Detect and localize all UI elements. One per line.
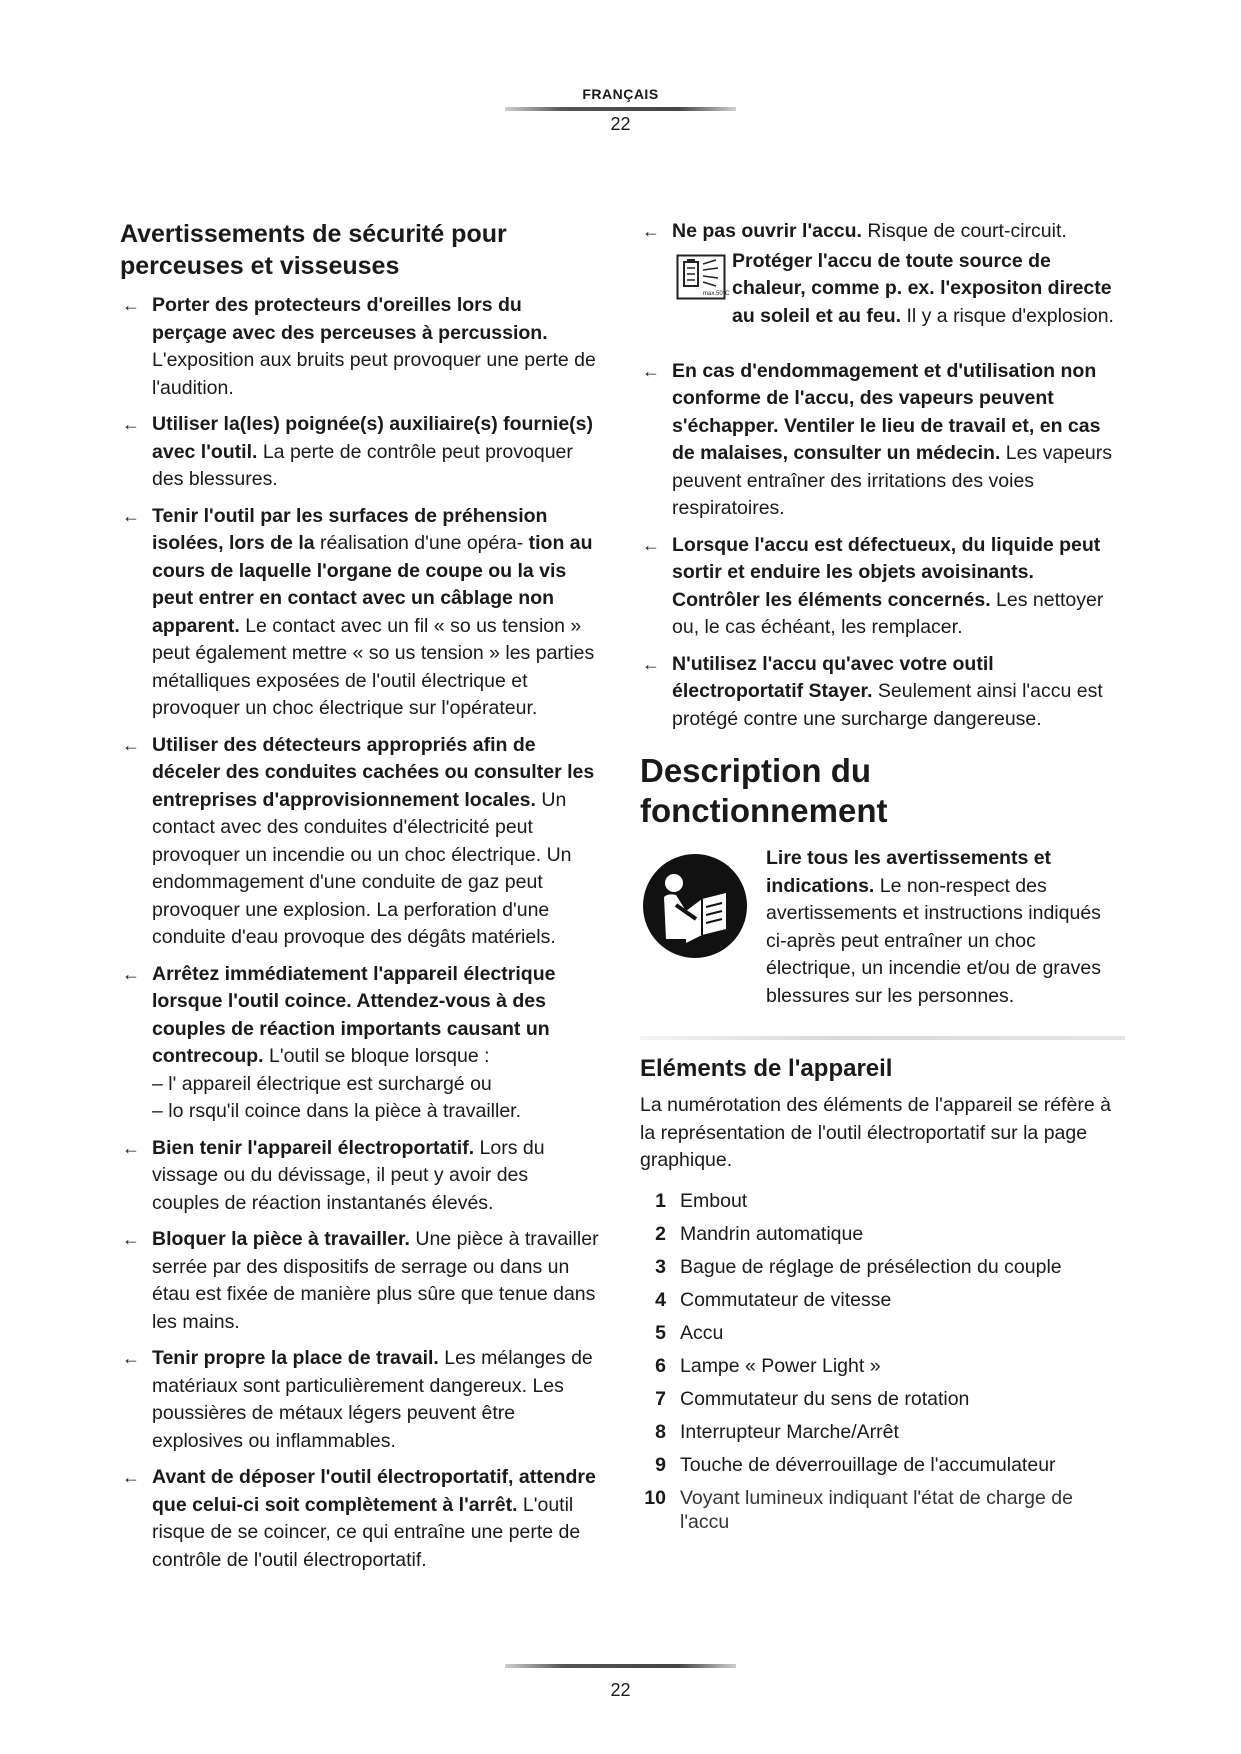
- section-heading-safety: Avertissements de sécurité pour perceuses et visseuses: [120, 220, 507, 280]
- safety-item-stop-when-jammed: ← Arrêtez immédiatement l'appareil électrique lorsque l'outil coince. Attendez-vous à des couples de réaction importants causant un contrecoup. L'outil se bloque lorsque : – l' appareil électrique est surchargé ou – lo rsqu'il coince dans la pièce à travailler.: [122, 962, 556, 1122]
- elements-title: Eléments de l'appareil: [640, 1055, 893, 1082]
- arrow-bullet-icon: ←: [642, 534, 660, 555]
- battery-item-liquid: ← Lorsque l'accu est défectueux, du liquide peut sortir et enduire les objets avoisinants. Contrôler les éléments concernés. Les nettoyer ou, le cas échéant, les remplacer.: [642, 533, 1104, 638]
- battery-item-do-not-open: ← Ne pas ouvrir l'accu. Risque de court-circuit.: [640, 218, 1125, 246]
- arrow-bullet-icon: ←: [122, 505, 140, 526]
- list-item: 7 Commutateur du sens de rotation: [655, 1387, 970, 1410]
- header-page-number: 22: [610, 114, 631, 134]
- battery-heat-icon: [676, 254, 730, 300]
- list-item: 2 Mandrin automatique: [655, 1222, 864, 1245]
- safety-item-ear-protection: ← Porter des protecteurs d'oreilles lors du perçage avec des perceuses à percussion. L'exposition aux bruits peut provoquer une perte de l'audition.: [122, 294, 596, 399]
- list-item: 4 Commutateur de vitesse: [655, 1288, 892, 1311]
- list-item: 10 Voyant lumineux indiquant l'état de charge de l'accu: [644, 1486, 1073, 1533]
- safety-item-insulated-grip: ← Tenir l'outil par les surfaces de préhension isolées, lors de la réalisation d'une opéra- tion au cours de laquelle l'organe de coupe ou la vis peut entrer en contact avec un câblage non apparent. Le contact avec un fil « so us tension » peut également mettre « so us tension » les parties métalliques exposées de l'outil électrique et provoquer un choc électrique sur l'opérateur.: [122, 504, 595, 719]
- safety-item-secure-workpiece: ← Bloquer la pièce à travailler. Une pièce à travailler serrée par des dispositifs de serrage ou dans un étau est fixée de manière plus sûre que tenue dans les mains.: [122, 1228, 599, 1333]
- list-item: 1 Embout: [655, 1189, 748, 1212]
- safety-item-detectors: ← Utiliser des détecteurs appropriés afin de déceler des conduites cachées ou consulter les entreprises d'approvisionnement locales. Un contact avec des conduites d'électricité peut provoquer un incendie ou un choc électrique. Un endommagement d'une conduite de gaz peut provoquer une explosion. La perforation d'une conduite d'eau provoque des dégâts matériels.: [122, 733, 595, 948]
- header-rule: [505, 107, 736, 111]
- arrow-bullet-icon: ←: [122, 1467, 140, 1487]
- arrow-bullet-icon: ←: [642, 221, 660, 241]
- arrow-bullet-icon: ←: [122, 1348, 140, 1368]
- arrow-bullet-icon: ←: [122, 1137, 140, 1158]
- arrow-bullet-icon: ←: [642, 360, 660, 381]
- safety-item-wait-until-stopped: ← Avant de déposer l'outil électroportatif, attendre que celui-ci soit complètement à l'arrêt. L'outil risque de se coincer, ce qui entraîne une perte de contrôle de l'outil électroportatif.: [122, 1466, 596, 1571]
- list-item: 5 Accu: [655, 1321, 724, 1344]
- safety-item-clean-workplace: ← Tenir propre la place de travail. Les mélanges de matériaux sont particulièrement dangereux. Les poussières de métaux légers peuvent être explosives ou inflammables.: [122, 1347, 593, 1452]
- parts-list: [640, 1185, 1125, 1534]
- list-item: 8 Interrupteur Marche/Arrêt: [655, 1420, 899, 1443]
- arrow-bullet-icon: ←: [122, 295, 140, 315]
- safety-item-auxiliary-handle: ← Utiliser la(les) poignée(s) auxiliaire(s) fournie(s) avec l'outil. La perte de contrôle peut provoquer des blessures.: [122, 413, 594, 490]
- svg-text:max.50°C: max.50°C: [703, 290, 730, 297]
- battery-heat-warning: max.50°C Protéger l'accu de toute source de chaleur, comme p. ex. l'expositon directe au soleil et au feu. Il y a risque d'explosion.: [672, 248, 1125, 348]
- footer-page-number: 22: [610, 1680, 631, 1700]
- arrow-bullet-icon: ←: [122, 1229, 140, 1249]
- description-title: Description du fonctionnement: [640, 752, 888, 829]
- list-item: 6 Lampe « Power Light »: [655, 1354, 881, 1377]
- read-manual-icon: [642, 853, 748, 959]
- battery-item-use-with-stayer: ← N'utilisez l'accu qu'avec votre outil électroportatif Stayer. Seulement ainsi l'accu est protégé contre une surcharge dangereuse.: [642, 652, 1103, 730]
- left-column: [120, 218, 600, 1583]
- arrow-bullet-icon: ←: [642, 653, 660, 674]
- arrow-bullet-icon: ←: [122, 734, 140, 755]
- list-item: 9 Touche de déverrouillage de l'accumulateur: [655, 1453, 1056, 1476]
- safety-item-hold-tool: ← Bien tenir l'appareil électroportatif. Lors du vissage ou du dévissage, il peut y avoir des couples de réaction instantanés élevés.: [122, 1136, 545, 1214]
- battery-item-vapours: ← En cas d'endommagement et d'utilisation non conforme de l'accu, des vapeurs peuvent s'échapper. Ventiler le lieu de travail et, en cas de malaises, consulter un médecin. Les vapeurs peuvent entraîner des irritations des voies respiratoires.: [642, 359, 1113, 519]
- arrow-bullet-icon: ←: [122, 414, 140, 434]
- read-instructions-note: Lire tous les avertissements et indications. Le non-respect des avertissements et instructions indiqués ci-après peut entraîner un choc électrique, un incendie et/ou de graves blessures sur les personnes.: [640, 845, 1125, 1010]
- arrow-bullet-icon: ←: [122, 963, 140, 984]
- section-separator: [640, 1036, 1125, 1040]
- header-language: FRANÇAIS: [582, 86, 659, 102]
- right-column: [640, 218, 1125, 1534]
- elements-intro: La numérotation des éléments de l'appareil se réfère à la représentation de l'outil électroportatif sur la page graphique.: [640, 1094, 1111, 1171]
- list-item: 3 Bague de réglage de présélection du couple: [655, 1255, 1062, 1278]
- footer-rule: [505, 1664, 736, 1668]
